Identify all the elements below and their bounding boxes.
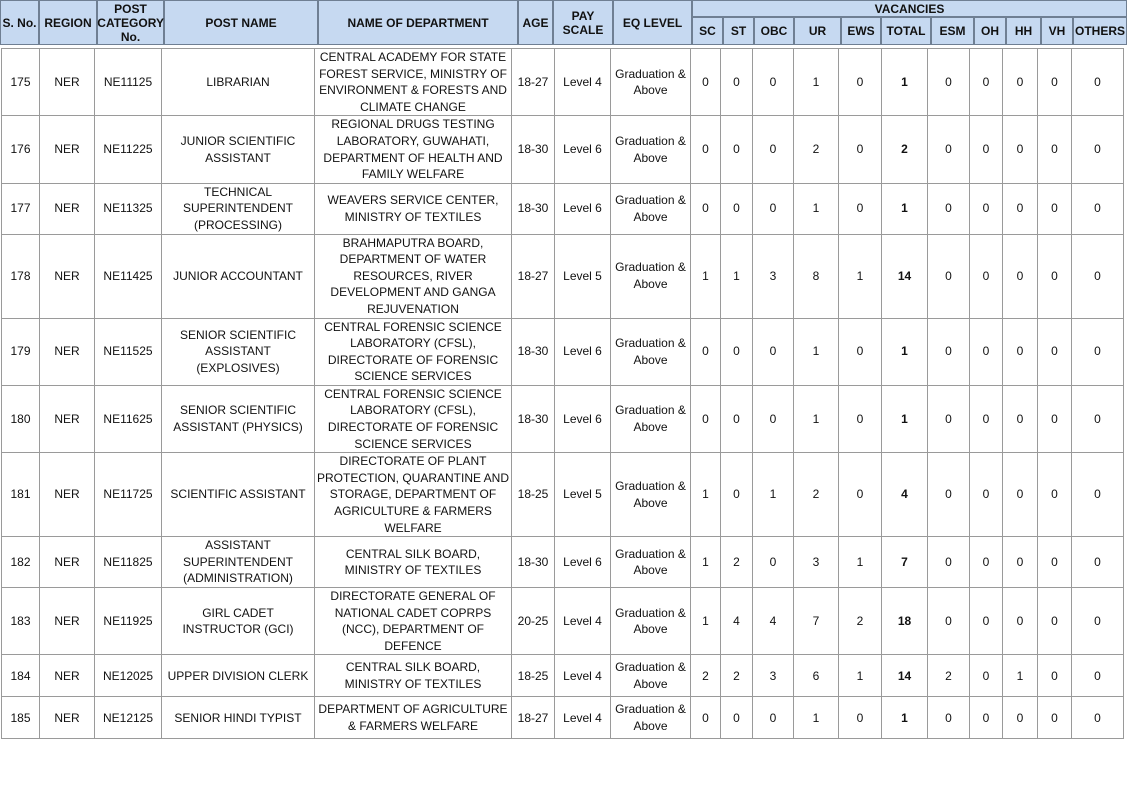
- ur-cell: 1: [794, 318, 839, 385]
- st-cell: 0: [721, 453, 753, 537]
- others-cell: 0: [1072, 697, 1124, 739]
- post-name-cell: JUNIOR ACCOUNTANT: [162, 234, 315, 318]
- st-cell: 0: [721, 49, 753, 116]
- region-cell: NER: [40, 116, 95, 183]
- hh-cell: 0: [1003, 697, 1038, 739]
- obc-cell: 0: [753, 697, 794, 739]
- eq-level-cell: Graduation & Above: [611, 453, 691, 537]
- department-cell: REGIONAL DRUGS TESTING LABORATORY, GUWAHATI, DEPARTMENT OF HEALTH AND FAMILY WELFARE: [315, 116, 512, 183]
- st-cell: 0: [721, 385, 753, 452]
- post-category-cell: NE12025: [95, 655, 162, 697]
- st-cell: 0: [721, 183, 753, 234]
- ews-cell: 0: [839, 318, 882, 385]
- header-hh: HH: [1006, 17, 1041, 45]
- total-cell: 7: [882, 537, 928, 588]
- sno-cell: 179: [2, 318, 40, 385]
- header-ews: EWS: [841, 17, 881, 45]
- post-name-cell: GIRL CADET INSTRUCTOR (GCI): [162, 588, 315, 655]
- ews-cell: 1: [839, 655, 882, 697]
- esm-cell: 0: [928, 234, 970, 318]
- sc-cell: 1: [691, 453, 721, 537]
- vh-cell: 0: [1038, 453, 1072, 537]
- esm-cell: 0: [928, 588, 970, 655]
- oh-cell: 0: [970, 697, 1003, 739]
- vh-cell: 0: [1038, 697, 1072, 739]
- post-category-cell: NE11125: [95, 49, 162, 116]
- oh-cell: 0: [970, 385, 1003, 452]
- ur-cell: 8: [794, 234, 839, 318]
- eq-level-cell: Graduation & Above: [611, 183, 691, 234]
- table-row: [2, 588, 1124, 655]
- hh-cell: 1: [1003, 655, 1038, 697]
- sno-cell: 181: [2, 453, 40, 537]
- oh-cell: 0: [970, 588, 1003, 655]
- eq-level-cell: Graduation & Above: [611, 318, 691, 385]
- obc-cell: 0: [753, 49, 794, 116]
- pay-scale-cell: Level 6: [555, 385, 611, 452]
- ur-cell: 1: [794, 183, 839, 234]
- header-obc: OBC: [754, 17, 794, 45]
- post-name-cell: UPPER DIVISION CLERK: [162, 655, 315, 697]
- others-cell: 0: [1072, 537, 1124, 588]
- sno-cell: 177: [2, 183, 40, 234]
- age-cell: 18-30: [512, 537, 555, 588]
- header-sc: SC: [692, 17, 723, 45]
- hh-cell: 0: [1003, 116, 1038, 183]
- table-row: [2, 453, 1124, 537]
- pay-scale-cell: Level 4: [555, 49, 611, 116]
- st-cell: 0: [721, 697, 753, 739]
- department-cell: DIRECTORATE OF PLANT PROTECTION, QUARANTINE AND STORAGE, DEPARTMENT OF AGRICULTURE & FARMERS WELFARE: [315, 453, 512, 537]
- st-cell: 2: [721, 655, 753, 697]
- header-age: AGE: [518, 0, 553, 45]
- oh-cell: 0: [970, 655, 1003, 697]
- department-cell: BRAHMAPUTRA BOARD, DEPARTMENT OF WATER RESOURCES, RIVER DEVELOPMENT AND GANGA REJUVENATION: [315, 234, 512, 318]
- post-category-cell: NE11825: [95, 537, 162, 588]
- table-row: [2, 697, 1124, 739]
- table-row: [2, 234, 1124, 318]
- header-vh: VH: [1041, 17, 1073, 45]
- hh-cell: 0: [1003, 183, 1038, 234]
- hh-cell: 0: [1003, 234, 1038, 318]
- eq-level-cell: Graduation & Above: [611, 588, 691, 655]
- pay-scale-cell: Level 5: [555, 453, 611, 537]
- ur-cell: 2: [794, 453, 839, 537]
- esm-cell: 0: [928, 116, 970, 183]
- total-cell: 4: [882, 453, 928, 537]
- department-cell: CENTRAL FORENSIC SCIENCE LABORATORY (CFSL), DIRECTORATE OF FORENSIC SCIENCE SERVICES: [315, 318, 512, 385]
- ews-cell: 0: [839, 453, 882, 537]
- sno-cell: 175: [2, 49, 40, 116]
- hh-cell: 0: [1003, 537, 1038, 588]
- header-name-of-department: NAME OF DEPARTMENT: [318, 0, 518, 45]
- others-cell: 0: [1072, 116, 1124, 183]
- age-cell: 20-25: [512, 588, 555, 655]
- vh-cell: 0: [1038, 588, 1072, 655]
- sno-cell: 178: [2, 234, 40, 318]
- sc-cell: 0: [691, 183, 721, 234]
- total-cell: 2: [882, 116, 928, 183]
- oh-cell: 0: [970, 537, 1003, 588]
- obc-cell: 0: [753, 183, 794, 234]
- post-category-cell: NE11925: [95, 588, 162, 655]
- age-cell: 18-27: [512, 49, 555, 116]
- hh-cell: 0: [1003, 453, 1038, 537]
- pay-scale-cell: Level 6: [555, 183, 611, 234]
- total-cell: 1: [882, 49, 928, 116]
- post-name-cell: SENIOR SCIENTIFIC ASSISTANT (PHYSICS): [162, 385, 315, 452]
- others-cell: 0: [1072, 234, 1124, 318]
- sno-cell: 185: [2, 697, 40, 739]
- post-category-cell: NE12125: [95, 697, 162, 739]
- header-sno: S. No.: [0, 0, 39, 45]
- oh-cell: 0: [970, 49, 1003, 116]
- header-others: OTHERS: [1073, 17, 1127, 45]
- esm-cell: 0: [928, 49, 970, 116]
- sc-cell: 0: [691, 697, 721, 739]
- table-row: [2, 537, 1124, 588]
- pay-scale-cell: Level 4: [555, 697, 611, 739]
- vh-cell: 0: [1038, 49, 1072, 116]
- ews-cell: 1: [839, 537, 882, 588]
- ews-cell: 0: [839, 697, 882, 739]
- others-cell: 0: [1072, 183, 1124, 234]
- post-name-cell: LIBRARIAN: [162, 49, 315, 116]
- obc-cell: 0: [753, 318, 794, 385]
- total-cell: 14: [882, 234, 928, 318]
- department-cell: CENTRAL SILK BOARD, MINISTRY OF TEXTILES: [315, 655, 512, 697]
- table-row: [2, 49, 1124, 116]
- obc-cell: 0: [753, 116, 794, 183]
- eq-level-cell: Graduation & Above: [611, 385, 691, 452]
- table-header: [0, 0, 1127, 45]
- others-cell: 0: [1072, 588, 1124, 655]
- pay-scale-cell: Level 5: [555, 234, 611, 318]
- total-cell: 1: [882, 318, 928, 385]
- oh-cell: 0: [970, 453, 1003, 537]
- region-cell: NER: [40, 697, 95, 739]
- esm-cell: 0: [928, 183, 970, 234]
- hh-cell: 0: [1003, 49, 1038, 116]
- region-cell: NER: [40, 655, 95, 697]
- post-category-cell: NE11725: [95, 453, 162, 537]
- ur-cell: 1: [794, 385, 839, 452]
- region-cell: NER: [40, 385, 95, 452]
- header-post-name: POST NAME: [164, 0, 318, 45]
- st-cell: 4: [721, 588, 753, 655]
- ur-cell: 3: [794, 537, 839, 588]
- st-cell: 2: [721, 537, 753, 588]
- header-oh: OH: [974, 17, 1006, 45]
- eq-level-cell: Graduation & Above: [611, 234, 691, 318]
- sc-cell: 1: [691, 234, 721, 318]
- vh-cell: 0: [1038, 318, 1072, 385]
- age-cell: 18-30: [512, 318, 555, 385]
- table-row: [2, 655, 1124, 697]
- region-cell: NER: [40, 537, 95, 588]
- age-cell: 18-25: [512, 655, 555, 697]
- department-cell: WEAVERS SERVICE CENTER, MINISTRY OF TEXTILES: [315, 183, 512, 234]
- ur-cell: 7: [794, 588, 839, 655]
- post-name-cell: SENIOR SCIENTIFIC ASSISTANT (EXPLOSIVES): [162, 318, 315, 385]
- oh-cell: 0: [970, 116, 1003, 183]
- hh-cell: 0: [1003, 318, 1038, 385]
- ews-cell: 2: [839, 588, 882, 655]
- region-cell: NER: [40, 588, 95, 655]
- header-post-category-no: POST CATEGORY No.: [97, 1, 164, 44]
- vh-cell: 0: [1038, 655, 1072, 697]
- total-cell: 1: [882, 183, 928, 234]
- esm-cell: 0: [928, 318, 970, 385]
- vh-cell: 0: [1038, 537, 1072, 588]
- pay-scale-cell: Level 6: [555, 318, 611, 385]
- obc-cell: 3: [753, 655, 794, 697]
- st-cell: 0: [721, 318, 753, 385]
- sc-cell: 1: [691, 588, 721, 655]
- oh-cell: 0: [970, 234, 1003, 318]
- others-cell: 0: [1072, 453, 1124, 537]
- header-pay-scale: PAY SCALE: [553, 0, 613, 45]
- others-cell: 0: [1072, 318, 1124, 385]
- ews-cell: 1: [839, 234, 882, 318]
- oh-cell: 0: [970, 183, 1003, 234]
- hh-cell: 0: [1003, 588, 1038, 655]
- ur-cell: 2: [794, 116, 839, 183]
- department-cell: CENTRAL FORENSIC SCIENCE LABORATORY (CFSL), DIRECTORATE OF FORENSIC SCIENCE SERVICES: [315, 385, 512, 452]
- others-cell: 0: [1072, 385, 1124, 452]
- post-name-cell: TECHNICAL SUPERINTENDENT (PROCESSING): [162, 183, 315, 234]
- obc-cell: 4: [753, 588, 794, 655]
- pay-scale-cell: Level 4: [555, 655, 611, 697]
- post-name-cell: ASSISTANT SUPERINTENDENT (ADMINISTRATION): [162, 537, 315, 588]
- sno-cell: 176: [2, 116, 40, 183]
- sno-cell: 183: [2, 588, 40, 655]
- post-category-cell: NE11525: [95, 318, 162, 385]
- eq-level-cell: Graduation & Above: [611, 537, 691, 588]
- post-category-cell: NE11425: [95, 234, 162, 318]
- vh-cell: 0: [1038, 234, 1072, 318]
- table-row: [2, 116, 1124, 183]
- esm-cell: 0: [928, 537, 970, 588]
- hh-cell: 0: [1003, 385, 1038, 452]
- esm-cell: 0: [928, 697, 970, 739]
- department-cell: DIRECTORATE GENERAL OF NATIONAL CADET COPRPS (NCC), DEPARTMENT OF DEFENCE: [315, 588, 512, 655]
- age-cell: 18-27: [512, 697, 555, 739]
- eq-level-cell: Graduation & Above: [611, 697, 691, 739]
- ur-cell: 1: [794, 697, 839, 739]
- post-name-cell: JUNIOR SCIENTIFIC ASSISTANT: [162, 116, 315, 183]
- total-cell: 1: [882, 385, 928, 452]
- sc-cell: 1: [691, 537, 721, 588]
- esm-cell: 0: [928, 453, 970, 537]
- pay-scale-cell: Level 6: [555, 116, 611, 183]
- sc-cell: 0: [691, 49, 721, 116]
- sc-cell: 0: [691, 116, 721, 183]
- sc-cell: 2: [691, 655, 721, 697]
- total-cell: 14: [882, 655, 928, 697]
- eq-level-cell: Graduation & Above: [611, 655, 691, 697]
- age-cell: 18-25: [512, 453, 555, 537]
- table-row: [2, 183, 1124, 234]
- ews-cell: 0: [839, 116, 882, 183]
- st-cell: 1: [721, 234, 753, 318]
- vh-cell: 0: [1038, 183, 1072, 234]
- vh-cell: 0: [1038, 385, 1072, 452]
- header-region: REGION: [39, 0, 97, 45]
- department-cell: CENTRAL SILK BOARD, MINISTRY OF TEXTILES: [315, 537, 512, 588]
- department-cell: CENTRAL ACADEMY FOR STATE FOREST SERVICE, MINISTRY OF ENVIRONMENT & FORESTS AND CLIMATE CHANGE: [315, 49, 512, 116]
- post-category-cell: NE11325: [95, 183, 162, 234]
- ur-cell: 1: [794, 49, 839, 116]
- st-cell: 0: [721, 116, 753, 183]
- pay-scale-cell: Level 6: [555, 537, 611, 588]
- region-cell: NER: [40, 318, 95, 385]
- age-cell: 18-30: [512, 116, 555, 183]
- obc-cell: 0: [753, 385, 794, 452]
- sno-cell: 184: [2, 655, 40, 697]
- header-ur: UR: [794, 17, 841, 45]
- others-cell: 0: [1072, 49, 1124, 116]
- header-vacancies: VACANCIES: [692, 0, 1127, 17]
- pay-scale-cell: Level 4: [555, 588, 611, 655]
- region-cell: NER: [40, 49, 95, 116]
- region-cell: NER: [40, 453, 95, 537]
- post-category-cell: NE11625: [95, 385, 162, 452]
- table-row: [2, 318, 1124, 385]
- obc-cell: 1: [753, 453, 794, 537]
- esm-cell: 0: [928, 385, 970, 452]
- age-cell: 18-27: [512, 234, 555, 318]
- total-cell: 18: [882, 588, 928, 655]
- region-cell: NER: [40, 234, 95, 318]
- sno-cell: 180: [2, 385, 40, 452]
- vacancy-table: [1, 48, 1124, 739]
- age-cell: 18-30: [512, 183, 555, 234]
- total-cell: 1: [882, 697, 928, 739]
- ews-cell: 0: [839, 183, 882, 234]
- sc-cell: 0: [691, 318, 721, 385]
- eq-level-cell: Graduation & Above: [611, 116, 691, 183]
- age-cell: 18-30: [512, 385, 555, 452]
- department-cell: DEPARTMENT OF AGRICULTURE & FARMERS WELFARE: [315, 697, 512, 739]
- obc-cell: 3: [753, 234, 794, 318]
- sc-cell: 0: [691, 385, 721, 452]
- obc-cell: 0: [753, 537, 794, 588]
- ews-cell: 0: [839, 49, 882, 116]
- esm-cell: 2: [928, 655, 970, 697]
- header-esm: ESM: [931, 17, 974, 45]
- vh-cell: 0: [1038, 116, 1072, 183]
- post-category-cell: NE11225: [95, 116, 162, 183]
- ur-cell: 6: [794, 655, 839, 697]
- header-st: ST: [723, 17, 754, 45]
- header-eq-level: EQ LEVEL: [613, 0, 692, 45]
- sno-cell: 182: [2, 537, 40, 588]
- region-cell: NER: [40, 183, 95, 234]
- post-name-cell: SENIOR HINDI TYPIST: [162, 697, 315, 739]
- table-row: [2, 385, 1124, 452]
- oh-cell: 0: [970, 318, 1003, 385]
- eq-level-cell: Graduation & Above: [611, 49, 691, 116]
- post-name-cell: SCIENTIFIC ASSISTANT: [162, 453, 315, 537]
- ews-cell: 0: [839, 385, 882, 452]
- others-cell: 0: [1072, 655, 1124, 697]
- header-total: TOTAL: [881, 17, 931, 45]
